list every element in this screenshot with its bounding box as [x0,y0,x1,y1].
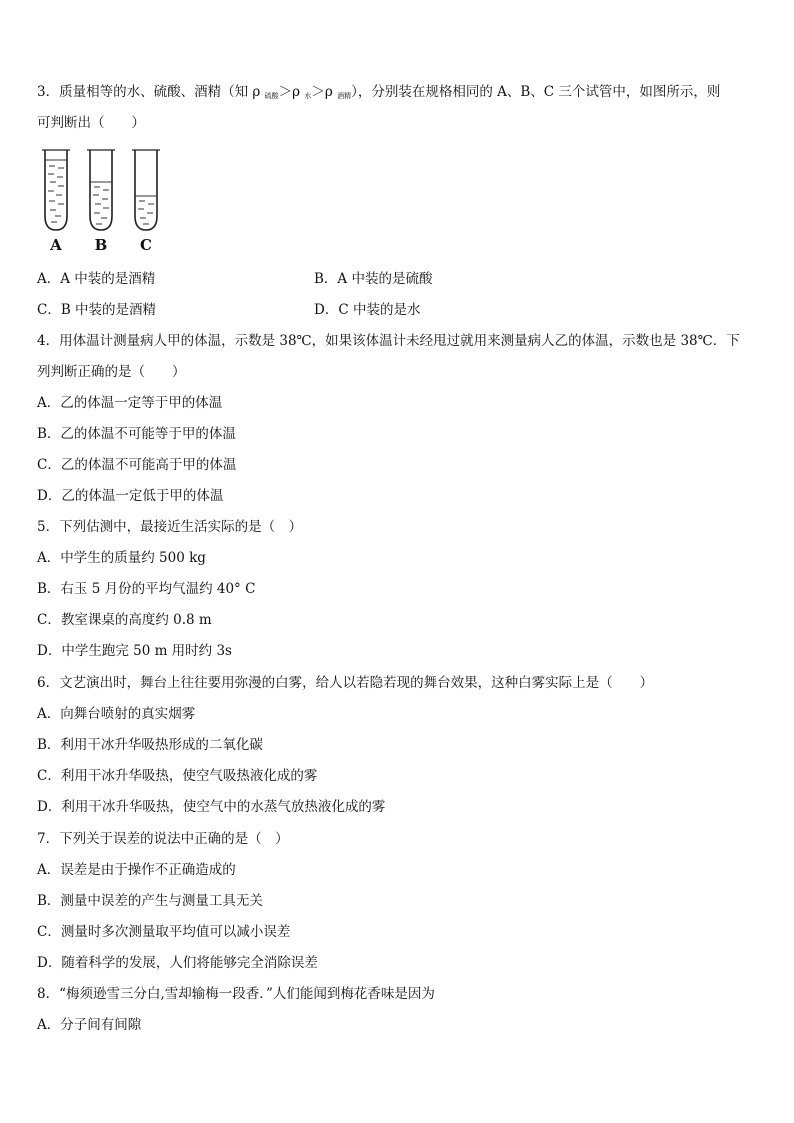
tube-label-c: C [140,236,152,254]
q7-option-c: C．测量时多次测量取平均值可以减小误差 [37,924,291,940]
q5-option-d: D．中学生跑完 50 m 用时约 3s [37,643,232,659]
q6-option-c: C．利用干冰升华吸热，使空气吸热液化成的雾 [37,768,318,784]
q7-stem: 7．下列关于误差的说法中正确的是（ ） [37,831,289,847]
q5-option-b: B．右玉 5 月份的平均气温约 40° C [37,581,256,597]
tube-label-a: A [50,236,62,254]
q4-option-b: B．乙的体温不可能等于甲的体温 [37,426,236,442]
q6-option-a: A．向舞台喷射的真实烟雾 [37,706,196,722]
q3-option-d: D．C 中装的是水 [314,302,421,318]
q7-option-b: B．测量中误差的产生与测量工具无关 [37,893,263,909]
q6-option-d: D．利用干冰升华吸热，使空气中的水蒸气放热液化成的雾 [37,799,386,815]
q3-stem-text-b: ），分别装在规格相同的 A、B、C 三个试管中，如图所示，则 [351,84,721,100]
q3-gt-2: ＞ρ [311,84,338,100]
q5-option-c: C．教室课桌的高度约 0.8 m [37,612,212,628]
q3-gt-1: ＞ρ [278,84,305,100]
tube-label-b: B [94,236,108,254]
q3-stem-line1 [37,82,720,106]
q5-stem: 5．下列估测中，最接近生活实际的是（ ） [37,519,303,535]
q3-stem-line2: 可判断出（ ） [37,115,145,131]
q4-option-d: D．乙的体温一定低于甲的体温 [37,488,224,504]
test-tubes-drawing [39,146,163,234]
test-tubes-figure [39,146,163,256]
q4-stem-line1: 4．用体温计测量病人甲的体温，示数是 38℃，如果该体温计未经甩过就用来测量病人乙的体温，示数也是 38℃．下 [37,333,740,349]
tube-c [132,150,160,230]
q7-option-d: D．随着科学的发展，人们将能够完全消除误差 [37,955,318,971]
q3-subscript-sulfuric: 硫酸 [264,92,279,100]
q4-option-c: C．乙的体温不可能高于甲的体温 [37,457,237,473]
q6-option-b: B．利用干冰升华吸热形成的二氧化碳 [37,737,263,753]
q3-stem-text-a: 3．质量相等的水、硫酸、酒精（知 ρ [37,84,265,100]
q3-option-b: B．A 中装的是硫酸 [314,271,433,287]
q3-subscript-alcohol: 酒精 [337,92,352,100]
q3-option-a: A．A 中装的是酒精 [37,271,156,287]
q7-option-a: A．误差是由于操作不正确造成的 [37,862,236,878]
q3-option-c: C．B 中装的是酒精 [37,302,157,318]
q8-option-a: A．分子间有间隙 [37,1017,142,1033]
q5-option-a: A．中学生的质量约 500 kg [37,550,206,566]
q8-stem: 8．“梅须逊雪三分白,雪却输梅一段香．”人们能闻到梅花香味是因为 [37,986,435,1002]
q3-subscript-water: 水 [304,92,312,100]
q4-option-a: A．乙的体温一定等于甲的体温 [37,395,223,411]
tube-b [87,150,115,230]
q6-stem: 6．文艺演出时，舞台上往往要用弥漫的白雾，给人以若隐若现的舞台效果，这种白雾实际上是（ ） [37,675,654,691]
tube-a [42,150,70,230]
q4-stem-line2: 列判断正确的是（ ） [37,364,186,380]
